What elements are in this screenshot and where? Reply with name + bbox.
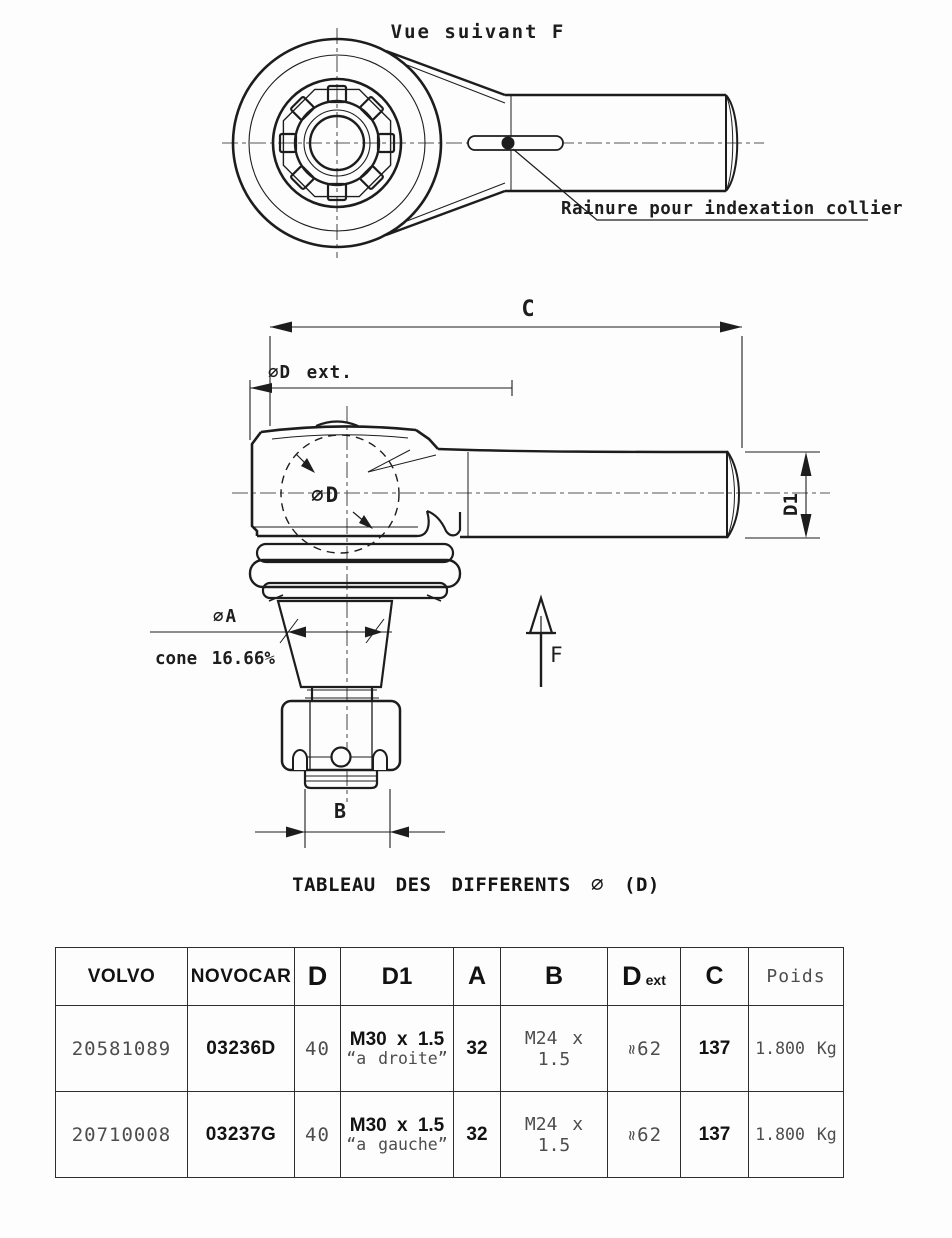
castle-nut (282, 701, 400, 770)
cell-novocar: 03236D (188, 1006, 295, 1092)
dimension-a (150, 619, 392, 643)
thread-stub (305, 770, 377, 788)
header-d-ext (608, 948, 681, 1006)
boot-bellows (250, 544, 460, 601)
header-poids: Poids (749, 948, 844, 1006)
rainure-slot (468, 136, 563, 150)
approx-symbol: ≈ (621, 1129, 642, 1142)
cell-c: 137 (681, 1006, 749, 1092)
header-volvo: VOLVO (56, 948, 188, 1006)
dimension-d-ext (250, 380, 512, 440)
header-d-ext-sub: ext (645, 972, 666, 988)
header-d-ext-main: D (622, 961, 642, 991)
table-header-row (56, 948, 844, 1006)
cell-d1-direction: “a gauche” (346, 1135, 448, 1155)
taper-cone (278, 601, 392, 687)
view-f-label: F (550, 643, 563, 667)
cell-d-ext (608, 1092, 681, 1178)
cell-d1 (341, 1092, 454, 1178)
cell-novocar: 03237G (188, 1092, 295, 1178)
cell-poids: 1.800 Kg (749, 1092, 844, 1178)
cell-d-ext-value: 62 (637, 1123, 663, 1146)
header-a: A (454, 948, 501, 1006)
cell-d: 40 (295, 1092, 341, 1178)
diameter-symbol: ∅ (590, 872, 604, 896)
header-c: C (681, 948, 749, 1006)
dim-d1-label: D1 (780, 493, 802, 516)
header-b: B (501, 948, 608, 1006)
table-row (56, 1006, 844, 1092)
table-caption (0, 872, 952, 896)
cell-volvo: 20710008 (56, 1092, 188, 1178)
main-view-drawing (0, 280, 952, 860)
dim-a-label: ∅A (213, 607, 239, 627)
header-d1: D1 (341, 948, 454, 1006)
approx-symbol: ≈ (621, 1043, 642, 1056)
dimension-b (255, 789, 445, 848)
cell-d-ext-value: 62 (637, 1037, 663, 1060)
rainure-callout-label: Rainure pour indexation collier (560, 199, 904, 219)
header-d: D (295, 948, 341, 1006)
header-novocar: NOVOCAR (188, 948, 295, 1006)
cotter-pin-hole (332, 748, 351, 767)
cell-d: 40 (295, 1006, 341, 1092)
spec-table (55, 947, 844, 1178)
rainure-dot (502, 137, 515, 150)
dim-d-ext-label: ∅D ext. (268, 363, 353, 383)
dim-c-label: C (521, 297, 535, 322)
table-row (56, 1092, 844, 1178)
caption-suffix: (D) (624, 874, 660, 896)
cell-b: M24 x 1.5 (501, 1006, 608, 1092)
cell-d-ext (608, 1006, 681, 1092)
dim-d-label: ∅D (311, 483, 341, 507)
dim-b-label: B (333, 799, 347, 823)
cell-b: M24 x 1.5 (501, 1092, 608, 1178)
caption-text: TABLEAU DES DIFFERENTS (292, 874, 571, 896)
cell-volvo: 20581089 (56, 1006, 188, 1092)
cell-d1-direction: “a droite” (346, 1049, 448, 1069)
cell-d1-thread: M30 x 1.5 (349, 1028, 445, 1050)
cell-d1 (341, 1006, 454, 1092)
cell-c: 137 (681, 1092, 749, 1178)
top-view-drawing (0, 0, 952, 280)
cell-poids: 1.800 Kg (749, 1006, 844, 1092)
cell-a: 32 (454, 1006, 501, 1092)
cell-d1-thread: M30 x 1.5 (349, 1114, 445, 1136)
top-view-title: Vue suivant F (390, 21, 566, 43)
cone-label: cone 16.66% (155, 649, 275, 669)
cell-a: 32 (454, 1092, 501, 1178)
dimension-c (270, 322, 742, 449)
stud-neck (305, 687, 379, 701)
